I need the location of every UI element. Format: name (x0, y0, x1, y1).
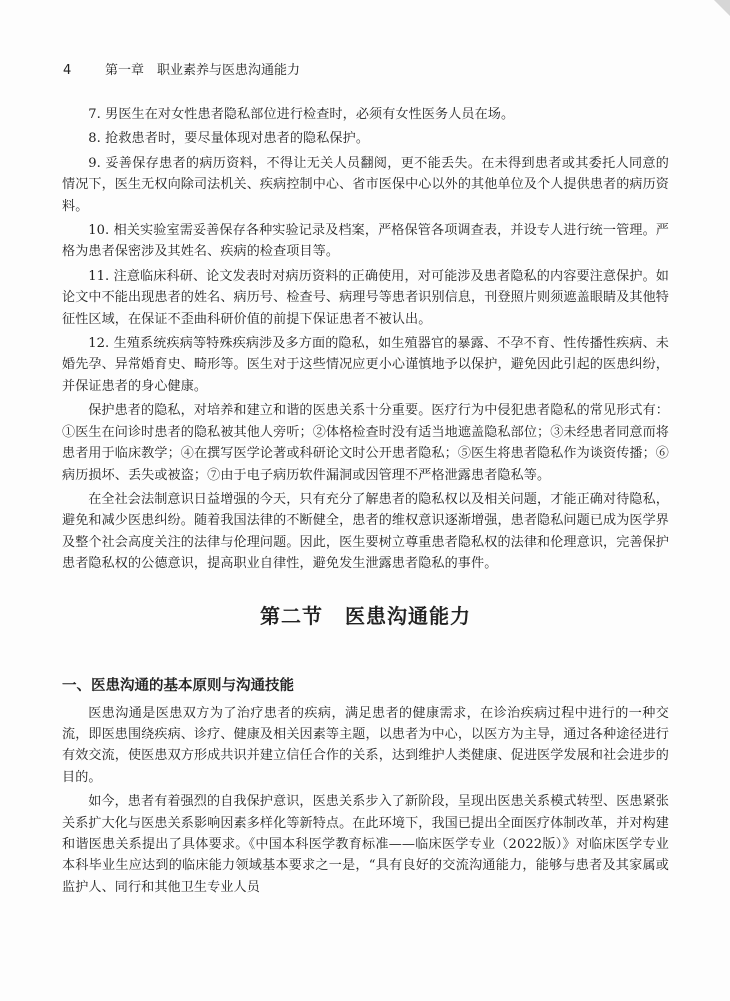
paragraph-item-7: 7. 男医生在对女性患者隐私部位进行检查时，必须有女性医务人员在场。 (88, 107, 515, 122)
paragraph-item-9: 9. 妥善保存患者的病历资料，不得让无关人员翻阅，更不能丢失。在未得到患者或其委托人同意的情况下，医生无权向除司法机关、疾病控制中心、省市医保中心以外的其他单位及个人提供患者的病历资料。 (62, 155, 669, 214)
section-heading (62, 599, 669, 633)
paragraph-privacy-conclusion: 在全社会法制意识日益增强的今天，只有充分了解患者的隐私权以及相关问题，才能正确对待隐私，避免和减少医患纠纷。随着我国法律的不断健全，患者的维权意识逐渐增强，患者隐私问题已成为医学界及整个社会高度关注的法律与伦理问题。因此，医生要树立尊重患者隐私权的法律和伦理意识，完善保护患者隐私权的公德意识，提高职业自律性，避免发生泄露患者隐私的事件。 (62, 491, 669, 572)
running-header (63, 62, 670, 80)
section-number: 第二节 (260, 603, 323, 628)
paragraph-item-10: 10. 相关实验室需妥善保存各种实验记录及档案，严格保管各项调查表，并设专人进行统一管理。严格为患者保密涉及其姓名、疾病的检查项目等。 (62, 223, 669, 260)
section-title: 医患沟通能力 (345, 603, 471, 628)
paragraph-item-8: 8. 抢救患者时，要尽量体现对患者的隐私保护。 (88, 131, 370, 147)
paragraph-item-11: 11. 注意临床科研、论文发表时对病历资料的正确使用，对可能涉及患者隐私的内容要注意保护。如论文中不能出现患者的姓名、病历号、检查号、病理号等患者识别信息，刊登照片则须遮盖眼睛及其他特征性区域，在保证不歪曲科研价值的前提下保证患者不被认出。 (62, 268, 669, 327)
page-body (62, 104, 669, 898)
chapter-title: 第一章 职业素养与医患沟通能力 (105, 63, 301, 78)
paragraph-item-12: 12. 生殖系统疾病等特殊疾病涉及多方面的隐私，如生殖器官的暴露、不孕不育、性传播性疾病、未婚先孕、异常婚育史、畸形等。医生对于这些情况应更小心谨慎地予以保护，避免因此引起的医患纠纷，并保证患者的身心健康。 (62, 336, 669, 394)
page-corner-fold (714, 0, 730, 16)
page-number: 4 (63, 63, 72, 78)
paragraph-communication-definition: 医患沟通是医患双方为了治疗患者的疾病，满足患者的健康需求，在诊治疾病过程中进行的一种交流，即医患围绕疾病、诊疗、健康及相关因素等主题，以患者为中心，以医方为主导，通过各种途径进行有效交流，使医患双方形成共识并建立信任合作的关系，达到维护人类健康、促进医学发展和社会进步的目的。 (62, 705, 669, 785)
subheading: 一、医患沟通的基本原则与沟通技能 (62, 677, 294, 694)
paragraph-privacy-forms: 保护患者的隐私，对培养和建立和谐的医患关系十分重要。医疗行为中侵犯患者隐私的常见形式有：①医生在问诊时患者的隐私被其他人旁听；②体格检查时没有适当地遮盖隐私部位；③未经患者同意而将患者用于临床教学；④在撰写医学论著或科研论文时公开患者隐私；⑤医生将患者隐私作为谈资传播；⑥病历损坏、丢失或被盗；⑦由于电子病历软件漏洞或因管理不严格泄露患者隐私等。 (62, 403, 669, 483)
paragraph-communication-context: 如今，患者有着强烈的自我保护意识，医患关系步入了新阶段，呈现出医患关系模式转型、医患紧张关系扩大化与医患关系影响因素多样化等新特点。在此环境下，我国已提出全面医疗体制改革，并对构建和谐医患关系提出了具体要求。《中国本科医学教育标准——临床医学专业（2022版）》对临床医学专业本科毕业生应达到的临床能力领域基本要求之一是，“具有良好的交流沟通能力，能够与患者及其家属或监护人、同行和其他卫生专业人员 (62, 794, 669, 895)
